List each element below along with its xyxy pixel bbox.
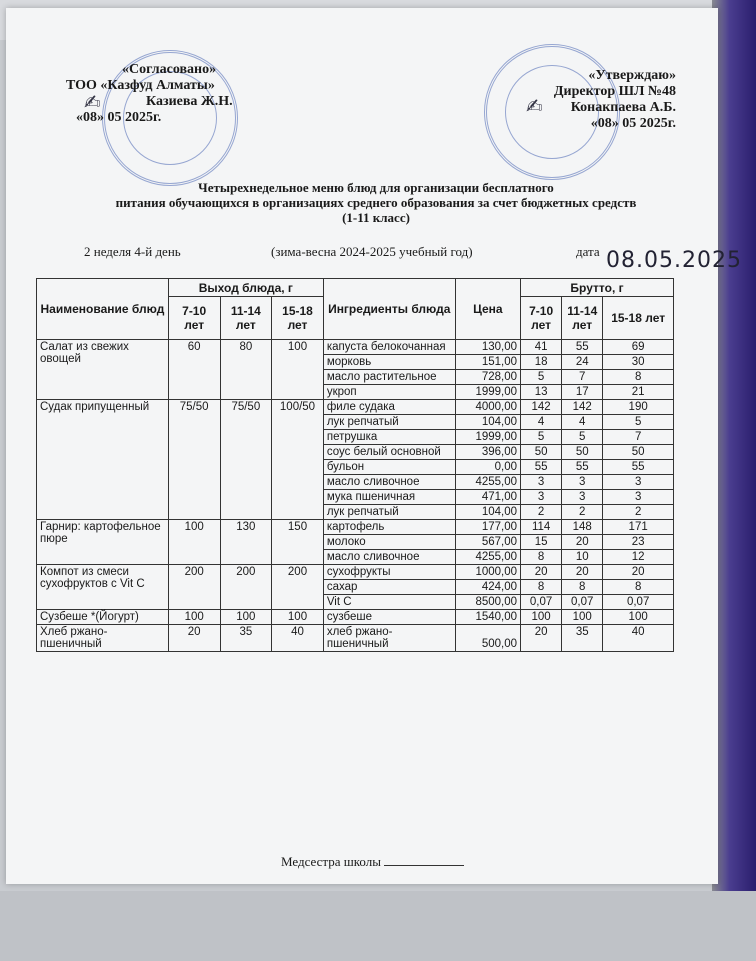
ingredient-gross: 23	[603, 535, 674, 550]
ingredient-gross: 190	[603, 400, 674, 415]
ingredient-gross: 4	[562, 415, 603, 430]
dish-yield: 100	[272, 610, 324, 625]
ingredient-gross: 142	[562, 400, 603, 415]
approved-position: Директор ШЛ №48	[553, 84, 676, 99]
header-ingredients: Ингредиенты блюда	[323, 279, 455, 340]
ingredient-price: 728,00	[455, 370, 520, 385]
ingredient-gross: 171	[603, 520, 674, 535]
ingredient-gross: 8	[521, 580, 562, 595]
ingredient-gross: 3	[562, 475, 603, 490]
approved-title: «Утверждаю»	[588, 68, 676, 83]
dish-yield: 200	[272, 565, 324, 610]
title-line-3: (1-11 класс)	[342, 210, 410, 225]
ingredient-gross: 3	[521, 475, 562, 490]
ingredient-gross: 41	[521, 340, 562, 355]
ingredient-gross: 40	[603, 625, 674, 652]
ingredient-gross: 5	[521, 430, 562, 445]
ingredient-gross: 15	[521, 535, 562, 550]
nurse-label: Медсестра школы	[281, 854, 381, 869]
agreed-title: «Согласовано»	[122, 62, 217, 77]
ingredient-gross: 7	[562, 370, 603, 385]
dish-name: Салат из свежих овощей	[37, 340, 169, 400]
table-row	[37, 520, 674, 535]
ingredient-gross: 5	[521, 370, 562, 385]
dish-name: Компот из смеси сухофруктов с Vit C	[37, 565, 169, 610]
ingredient-gross: 0,07	[521, 595, 562, 610]
dish-name: Хлеб ржано-пшеничный	[37, 625, 169, 652]
ingredient-price: 104,00	[455, 415, 520, 430]
ingredient-gross: 148	[562, 520, 603, 535]
ingredient-name: петрушка	[323, 430, 455, 445]
ingredient-gross: 17	[562, 385, 603, 400]
title-line-2: питания обучающихся в организациях среднего образования за счет бюджетных средств	[115, 195, 637, 210]
ingredient-name: сахар	[323, 580, 455, 595]
header-dish: Наименование блюд	[37, 279, 169, 340]
ingredient-price: 1999,00	[455, 385, 520, 400]
header-yield-age2: 11-14 лет	[220, 297, 272, 340]
table-row	[37, 565, 674, 580]
ingredient-gross: 114	[521, 520, 562, 535]
approved-date: «08» 05 2025г.	[590, 116, 676, 131]
ingredient-name: масло растительное	[323, 370, 455, 385]
ingredient-name: капуста белокочанная	[323, 340, 455, 355]
ingredient-gross: 20	[562, 565, 603, 580]
ingredient-gross: 50	[562, 445, 603, 460]
dish-yield: 20	[168, 625, 220, 652]
wall-bottom	[0, 891, 756, 961]
ingredient-gross: 8	[603, 580, 674, 595]
ingredient-name: мука пшеничная	[323, 490, 455, 505]
dish-name: Гарнир: картофельное пюре	[37, 520, 169, 565]
ingredient-gross: 3	[603, 490, 674, 505]
signature-right: ✍	[526, 94, 543, 118]
dish-yield: 75/50	[168, 400, 220, 520]
ingredient-gross: 21	[603, 385, 674, 400]
title-line-1: Четырехнедельное меню блюд для организации бесплатного	[198, 180, 554, 195]
ingredient-gross: 20	[562, 535, 603, 550]
ingredient-gross: 2	[562, 505, 603, 520]
ingredient-gross: 2	[603, 505, 674, 520]
ingredient-name: укроп	[323, 385, 455, 400]
header-gross-age1: 7-10 лет	[521, 297, 562, 340]
ingredient-gross: 20	[521, 625, 562, 652]
window-frame	[712, 0, 756, 961]
season: (зима-весна 2024-2025 учебный год)	[271, 244, 473, 259]
agreed-org: ТОО «Казфуд Алматы»	[66, 78, 215, 93]
ingredient-gross: 8	[603, 370, 674, 385]
ingredient-gross: 55	[562, 460, 603, 475]
ingredient-name: соус белый основной	[323, 445, 455, 460]
ingredient-gross: 5	[603, 415, 674, 430]
ingredient-gross: 55	[521, 460, 562, 475]
ingredient-gross: 100	[562, 610, 603, 625]
ingredient-price: 177,00	[455, 520, 520, 535]
ingredient-gross: 3	[521, 490, 562, 505]
ingredient-gross: 3	[562, 490, 603, 505]
menu-table	[36, 278, 674, 652]
ingredient-gross: 50	[603, 445, 674, 460]
dish-name: Судак припущенный	[37, 400, 169, 520]
header-yield: Выход блюда, г	[168, 279, 323, 297]
ingredient-name: сухофрукты	[323, 565, 455, 580]
dish-yield: 100	[220, 610, 272, 625]
ingredient-price: 471,00	[455, 490, 520, 505]
ingredient-gross: 10	[562, 550, 603, 565]
ingredient-gross: 7	[603, 430, 674, 445]
ingredient-gross: 24	[562, 355, 603, 370]
ingredient-price: 424,00	[455, 580, 520, 595]
dish-yield: 80	[220, 340, 272, 400]
menu-table-body	[37, 340, 674, 652]
ingredient-price: 567,00	[455, 535, 520, 550]
dish-yield: 100	[272, 340, 324, 400]
dish-yield: 200	[168, 565, 220, 610]
header-gross-age3: 15-18 лет	[603, 297, 674, 340]
ingredient-gross: 2	[521, 505, 562, 520]
ingredient-gross: 20	[521, 565, 562, 580]
approved-block	[436, 68, 676, 132]
ingredient-price: 1000,00	[455, 565, 520, 580]
nurse-signature-line	[281, 854, 464, 870]
dish-yield: 130	[220, 520, 272, 565]
ingredient-name: бульон	[323, 460, 455, 475]
ingredient-gross: 0,07	[562, 595, 603, 610]
agreed-person: Казиева Ж.Н.	[146, 94, 233, 109]
ingredient-name: масло сливочное	[323, 475, 455, 490]
dish-yield: 100	[168, 520, 220, 565]
ingredient-name: филе судака	[323, 400, 455, 415]
ingredient-gross: 5	[562, 430, 603, 445]
ingredient-name: масло сливочное	[323, 550, 455, 565]
ingredient-gross: 13	[521, 385, 562, 400]
ingredient-gross: 12	[603, 550, 674, 565]
ingredient-price: 4255,00	[455, 475, 520, 490]
ingredient-name: молоко	[323, 535, 455, 550]
ingredient-price: 0,00	[455, 460, 520, 475]
ingredient-gross: 69	[603, 340, 674, 355]
header-yield-age3: 15-18 лет	[272, 297, 324, 340]
ingredient-price: 4255,00	[455, 550, 520, 565]
ingredient-gross: 142	[521, 400, 562, 415]
table-row	[37, 400, 674, 415]
ingredient-gross: 50	[521, 445, 562, 460]
signature-left: ✍	[84, 90, 101, 114]
ingredient-gross: 0,07	[603, 595, 674, 610]
header-gross: Брутто, г	[521, 279, 674, 297]
ingredient-name: картофель	[323, 520, 455, 535]
ingredient-gross: 100	[603, 610, 674, 625]
header-price: Цена	[455, 279, 520, 340]
ingredient-price: 130,00	[455, 340, 520, 355]
dish-yield: 60	[168, 340, 220, 400]
ingredient-price: 1999,00	[455, 430, 520, 445]
ingredient-gross: 20	[603, 565, 674, 580]
ingredient-name: морковь	[323, 355, 455, 370]
header-yield-age1: 7-10 лет	[168, 297, 220, 340]
header-gross-age2: 11-14 лет	[562, 297, 603, 340]
ingredient-price: 500,00	[455, 625, 520, 652]
ingredient-price: 8500,00	[455, 595, 520, 610]
ingredient-price: 1540,00	[455, 610, 520, 625]
document-title	[46, 180, 706, 225]
ingredient-name: сузбеше	[323, 610, 455, 625]
table-row	[37, 625, 674, 652]
dish-yield: 150	[272, 520, 324, 565]
ingredient-gross: 35	[562, 625, 603, 652]
approved-person: Конакпаева А.Б.	[570, 100, 676, 115]
ingredient-name: Vit C	[323, 595, 455, 610]
ingredient-gross: 4	[521, 415, 562, 430]
ingredient-name: лук репчатый	[323, 415, 455, 430]
ingredient-gross: 8	[562, 580, 603, 595]
ingredient-name: лук репчатый	[323, 505, 455, 520]
dish-yield: 100/50	[272, 400, 324, 520]
ingredient-price: 151,00	[455, 355, 520, 370]
date-label: дата	[576, 244, 600, 259]
ingredient-gross: 55	[562, 340, 603, 355]
dish-yield: 100	[168, 610, 220, 625]
table-row	[37, 610, 674, 625]
dish-yield: 75/50	[220, 400, 272, 520]
ingredient-price: 104,00	[455, 505, 520, 520]
dish-name: Сузбеше *(Йогурт)	[37, 610, 169, 625]
dish-yield: 200	[220, 565, 272, 610]
ingredient-gross: 3	[603, 475, 674, 490]
table-row	[37, 340, 674, 355]
ingredient-name: хлеб ржано-пшеничный	[323, 625, 455, 652]
ingredient-gross: 55	[603, 460, 674, 475]
ingredient-gross: 30	[603, 355, 674, 370]
agreed-date: «08» 05 2025г.	[76, 110, 162, 125]
ingredient-price: 396,00	[455, 445, 520, 460]
ingredient-gross: 100	[521, 610, 562, 625]
dish-yield: 35	[220, 625, 272, 652]
date-value: 08.05.2025	[606, 248, 742, 273]
menu-document	[6, 8, 742, 884]
dish-yield: 40	[272, 625, 324, 652]
ingredient-gross: 8	[521, 550, 562, 565]
ingredient-gross: 18	[521, 355, 562, 370]
ingredient-price: 4000,00	[455, 400, 520, 415]
week-day: 2 неделя 4-й день	[84, 244, 181, 259]
